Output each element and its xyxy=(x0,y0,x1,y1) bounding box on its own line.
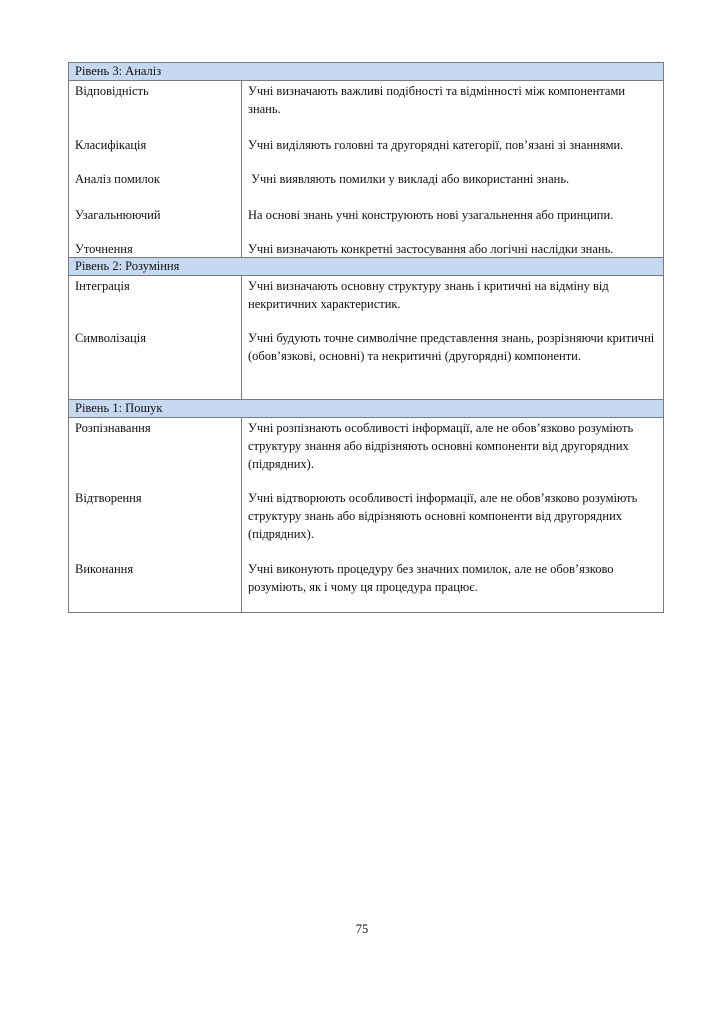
terms-column xyxy=(69,81,242,257)
term-cell: Узагальнюючий xyxy=(75,208,161,222)
term-cell: Розпізнавання xyxy=(75,421,151,435)
page-number: 75 xyxy=(355,922,369,936)
section-body-level-1 xyxy=(69,418,663,612)
term-cell: Виконання xyxy=(75,562,134,576)
section-header-level-3: Рівень 3: Аналіз xyxy=(69,63,663,81)
description-cell: Учні виявляють помилки у викладі або використанні знань. xyxy=(248,172,570,186)
descriptions-column xyxy=(242,276,663,399)
terms-column xyxy=(69,418,242,612)
descriptions-column xyxy=(242,81,663,257)
term-cell: Відповідність xyxy=(75,84,149,98)
section-header-level-2: Рівень 2: Розуміння xyxy=(69,258,663,276)
description-cell: Учні визначають основну структуру знань і критичні на відміну від некритичних характеристик. xyxy=(248,279,609,311)
section-body-level-3 xyxy=(69,81,663,258)
term-cell: Аналіз помилок xyxy=(75,172,161,186)
description-cell: Учні визначають важливі подібності та відмінності між компонентами знань. xyxy=(248,84,626,116)
term-cell: Інтеграція xyxy=(75,279,130,293)
term-cell: Символізація xyxy=(75,331,146,345)
description-cell: Учні розпізнають особливості інформації, але не обов’язково розуміють структуру знання або відрізняють основні компоненти від другорядних (підрядних). xyxy=(248,421,634,471)
section-header-level-1: Рівень 1: Пошук xyxy=(69,400,663,418)
term-cell: Уточнення xyxy=(75,242,133,256)
description-cell: Учні будують точне символічне представлення знань, розрізняючи критичні (обов’язкові, основні) та некритичні (другорядні) компоненти. xyxy=(248,331,655,363)
description-cell: Учні виділяють головні та другорядні категорії, пов’язані зі знаннями. xyxy=(248,138,624,152)
term-cell: Класифікація xyxy=(75,138,147,152)
taxonomy-table xyxy=(68,62,664,613)
section-body-level-2 xyxy=(69,276,663,400)
terms-column xyxy=(69,276,242,399)
term-cell: Відтворення xyxy=(75,491,142,505)
description-cell: На основі знань учні конструюють нові узагальнення або принципи. xyxy=(248,208,614,222)
description-cell: Учні виконують процедуру без значних помилок, але не обов’язково розуміють, як і чому ця процедура працює. xyxy=(248,562,614,594)
description-cell: Учні визначають конкретні застосування або логічні наслідки знань. xyxy=(248,242,614,256)
descriptions-column xyxy=(242,418,663,612)
description-cell: Учні відтворюють особливості інформації, але не обов’язково розуміють структуру знань або відрізняють основні компоненти від другорядних (підрядних). xyxy=(248,491,638,541)
